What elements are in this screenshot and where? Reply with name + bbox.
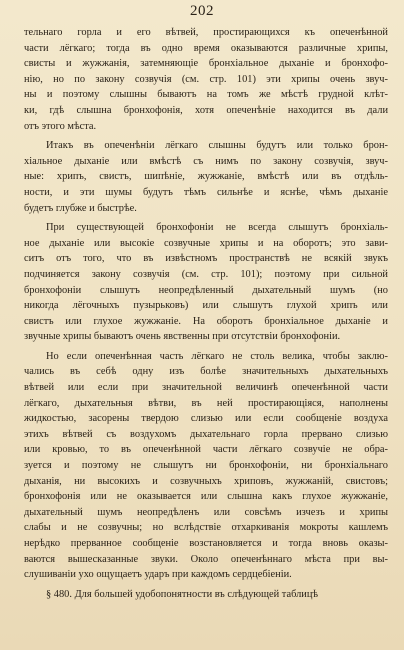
text-line: ное дыханіе или высокіе созвучные хрипы и на оборотъ; это зави- [24, 237, 388, 249]
text-line: дыхательный шумъ неопредѣленъ или совсѣмъ изчезъ и хрипы [24, 506, 388, 518]
text-line: или кровью, то въ опеченѣнной части лёгкаго созвучіе не обра- [24, 444, 388, 456]
text-line: бронхофонія или не оказывается или слышна какъ глухое жужжаніе, [24, 491, 388, 503]
text-line: вѣтвей или если при значительной величинѣ опеченѣнной части [24, 382, 388, 394]
text-line: § 480. Для большей удобопонятности въ слѣдующей таблицѣ [46, 588, 319, 600]
text-line: хіальное дыханіе или вмѣстѣ съ нимъ по закону созвучія, звуч- [24, 155, 388, 167]
text-line: жидкостью, засорены твердою слизью или если сообщеніе воздуха [24, 413, 388, 425]
text-line: части лёгкаго; тогда въ одно время оказываются различные хрипы, [24, 42, 388, 54]
text-line: При существующей бронхофоніи не всегда слышутъ бронхіаль- [46, 222, 388, 234]
page-number: 202 [190, 3, 214, 19]
text-line: ки, гдѣ слышна бронхофонія, хотя опеченѣніе находится въ дали [24, 104, 388, 116]
paragraph [24, 220, 388, 345]
text-line: подчиняется закону созвучія (см. стр. 101); поэтому при сильной [24, 268, 388, 280]
page-text-body [24, 25, 388, 602]
text-line: тельнаго горла и его вѣтвей, простирающихся къ опеченѣнной [24, 27, 388, 38]
text-line: дыханія, ни высокихъ и созвучныхъ хриповъ, жужжаній, свистовъ; [24, 475, 388, 487]
text-line: Итакъ въ опеченѣніи лёгкаго слышны будутъ или только брон- [46, 140, 388, 152]
paragraph [24, 587, 388, 603]
text-line: будетъ глубже и быстрѣе. [24, 202, 137, 214]
text-line: слушиваніи ухо ощущаетъ ударъ при каждомъ сердцебіеніи. [24, 569, 292, 581]
text-line: зуется и поэтому не слышутъ ни бронхофоніи, ни бронхіальнаго [24, 460, 388, 472]
text-line: бронхофоніи слышутъ неопредѣленный дыхательный шумъ (но [24, 284, 388, 296]
text-line: никогда лёгочныхъ пузырьковъ) или слышутъ глухой хрипъ или [24, 300, 388, 312]
text-line: свисты и жужжанія, затемняющіе бронхіальное дыханіе и бронхофо- [24, 58, 388, 70]
text-line: ные: хрипъ, свистъ, шипѣніе, жужжаніе, вмѣстѣ или въ отдѣль- [24, 171, 388, 183]
paragraph [24, 25, 388, 134]
text-line: слабы и не созвучны; но вслѣдствіе отхаркиванія мокроты кашлемъ [24, 522, 388, 534]
text-line: лёгкаго, дыхательныя вѣтви, въ ней простирающіяся, наполнены [24, 397, 388, 409]
text-line: Но если опеченѣнная часть лёгкаго не столь велика, чтобы заклю- [46, 350, 388, 362]
text-line: нію, но по закону созвучія (см. стр. 101) эти хрипы очень звуч- [24, 73, 388, 85]
text-line: этихъ вѣтвей съ воздухомъ дыхательнаго горла прервано слизью [24, 428, 388, 440]
paragraph [24, 349, 388, 583]
paragraph [24, 138, 388, 216]
text-line: ности, и эти шумы будутъ тѣмъ сильнѣе и яснѣе, чѣмъ дыханіе [24, 186, 388, 198]
text-line: отъ этого мѣста. [24, 120, 97, 132]
text-line: ны и поэтому слышны бываютъ на томъ же мѣстѣ грудной клѣт- [24, 89, 388, 101]
text-line: ваются вышесказанные звуки. Около опеченѣннаго мѣста при вы- [24, 553, 388, 565]
text-line: чались въ себѣ одну изъ болѣе значительныхъ дыхательныхъ [24, 366, 388, 378]
text-line: нерѣдко прерванное сообщеніе возстановляется и тогда вновь оказы- [24, 538, 388, 549]
text-line: звучные хрипы бываютъ очень явственны при отсутствіи бронхофоніи. [24, 331, 341, 343]
text-line: ситъ отъ того, что въ извѣстномъ пространствѣ не всякій звукъ [24, 253, 388, 265]
text-line: свистъ или глухое жужжаніе. На оборотъ бронхіальное дыханіе и [24, 315, 388, 327]
